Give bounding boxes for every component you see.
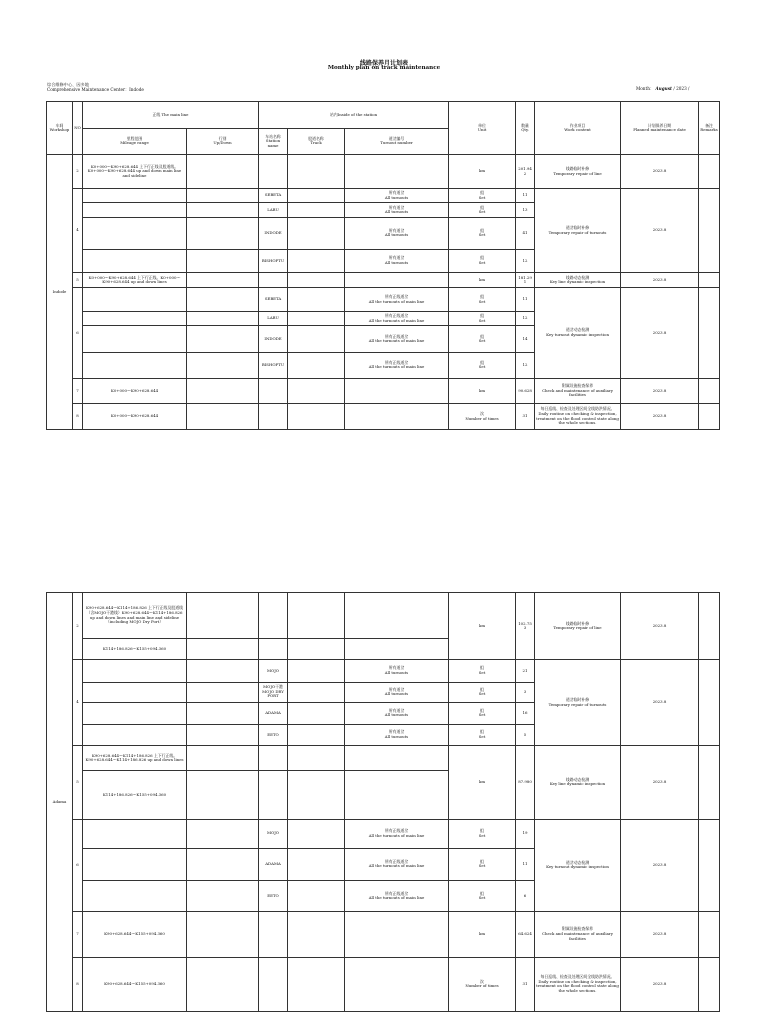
mileage-cell: K114+186.826～K155+094.360 <box>83 771 187 819</box>
qty-cell: 87.980 <box>516 746 535 820</box>
turnout-cell: 所有正线道岔 All the turnouts of main line <box>345 326 449 353</box>
qty-cell: 16 <box>516 702 535 724</box>
center-english: Comprehensive Maintenance Center：Indode <box>47 87 144 92</box>
col-unit: 单位 Unit <box>449 102 516 155</box>
mileage-cell: K0+000～K90+628.644 <box>83 404 187 430</box>
row-no: 7 <box>73 378 83 404</box>
unit-cell: 组 Set <box>449 217 516 249</box>
year-value: / 2023 / <box>673 86 690 91</box>
unit-cell: 组 Set <box>449 682 516 702</box>
qty-cell: 64.624 <box>516 912 535 957</box>
col-qty: 数量 Qty. <box>516 102 535 155</box>
row-no: 8 <box>73 404 83 430</box>
work-cell: 线路临时补修 Temporary repair of line <box>535 155 621 189</box>
col-track: 股道名称 Track <box>288 128 345 155</box>
col-remarks: 备注 Remarks <box>699 102 720 155</box>
date-cell: 2023.8 <box>621 593 699 660</box>
date-cell: 2023.8 <box>621 155 699 189</box>
title-chinese: 线路保养月计划表 <box>359 60 408 67</box>
turnout-cell: 所有道岔 All turnouts <box>345 203 449 217</box>
unit-cell: 组 Set <box>449 312 516 326</box>
station-cell: SEBETA <box>259 288 288 312</box>
qty-cell: 12 <box>516 312 535 326</box>
work-cell: 道岔临时补修 Temporary repair of turnouts <box>535 660 621 746</box>
col-no: NO <box>73 102 83 155</box>
turnout-cell: 所有正线道岔 All the turnouts of main line <box>345 881 449 912</box>
row-no: 4 <box>73 189 83 273</box>
station-cell: EETO <box>259 881 288 912</box>
unit-cell: km <box>449 378 516 404</box>
unit-cell: 组 Set <box>449 848 516 880</box>
row-no: 7 <box>73 912 83 957</box>
unit-cell: km <box>449 273 516 288</box>
row-no: 2 <box>73 155 83 189</box>
unit-cell: 组 Set <box>449 702 516 724</box>
qty-cell: 6 <box>516 881 535 912</box>
qty-cell: 21 <box>516 660 535 682</box>
unit-cell: 组 Set <box>449 326 516 353</box>
turnout-cell: 所有道岔 All turnouts <box>345 249 449 273</box>
unit-cell: 组 Set <box>449 353 516 379</box>
maintenance-table-adama <box>46 592 720 1012</box>
station-cell: EETO <box>259 724 288 745</box>
work-cell: 道岔动态检测 Key turnout dynamic inspection <box>535 288 621 378</box>
row-no: 6 <box>73 819 83 912</box>
station-cell: LABU <box>259 203 288 217</box>
station-cell: SEBETA <box>259 189 288 203</box>
qty-cell: 31 <box>516 404 535 430</box>
unit-cell: 组 Set <box>449 724 516 745</box>
turnout-cell: 所有道岔 All turnouts <box>345 724 449 745</box>
qty-cell: 14 <box>516 326 535 353</box>
turnout-cell: 所有道岔 All turnouts <box>345 660 449 682</box>
unit-cell: 次 Number of times <box>449 957 516 1011</box>
workshop-cell: Adama <box>47 593 73 1012</box>
qty-cell: 19 <box>516 819 535 848</box>
date-cell: 2023.8 <box>621 378 699 404</box>
station-cell: MOJO <box>259 660 288 682</box>
qty-cell: 12 <box>516 249 535 273</box>
work-cell: 道岔临时补修 Temporary repair of turnouts <box>535 189 621 273</box>
turnout-cell: 所有道岔 All turnouts <box>345 682 449 702</box>
col-updown: 行别 Up/Down <box>187 128 259 155</box>
station-cell: MOJO干港 MOJO DRY PORT <box>259 682 288 702</box>
row-no: 8 <box>73 957 83 1011</box>
row-no: 2 <box>73 593 83 660</box>
work-cell: 每日巡线、检查及处理区间全线防洪情况。 Daily routine on checking & inspection, treatment on the flood control state along the whole sections. <box>535 957 621 1011</box>
station-cell: LABU <box>259 312 288 326</box>
unit-cell: 组 Set <box>449 189 516 203</box>
date-cell: 2023.8 <box>621 746 699 820</box>
station-cell: INDODE <box>259 217 288 249</box>
col-station: 车站名称 Station name <box>259 128 288 155</box>
workshop-cell: Indode <box>47 155 73 430</box>
qty-cell: 102.753 <box>516 593 535 660</box>
turnout-cell: 所有道岔 All turnouts <box>345 702 449 724</box>
date-cell: 2023.8 <box>621 288 699 378</box>
col-work: 作业项目 Work content <box>535 102 621 155</box>
date-cell: 2023.8 <box>621 912 699 957</box>
unit-cell: 组 Set <box>449 819 516 848</box>
date-cell: 2023.8 <box>621 189 699 273</box>
unit-cell: 组 Set <box>449 660 516 682</box>
date-cell: 2023.8 <box>621 660 699 746</box>
row-no: 6 <box>73 288 83 378</box>
title-english: Monthly plan on track maintenance <box>327 65 441 71</box>
row-no: 4 <box>73 660 83 746</box>
month-value: August <box>655 86 672 91</box>
qty-cell: 11 <box>516 848 535 880</box>
turnout-cell: 所有正线道岔 All the turnouts of main line <box>345 848 449 880</box>
col-turnout: 道岔编号 Turnout number <box>345 128 449 155</box>
col-workshop: 车间 Workshop <box>47 102 73 155</box>
mileage-cell: K90+628.644～K155+094.360 <box>83 957 187 1011</box>
qty-cell: 201.942 <box>516 155 535 189</box>
maintenance-table-indode <box>46 101 720 430</box>
work-cell: 附属设施检查保养 Check and maintenance of auxiliary facilities <box>535 912 621 957</box>
qty-cell: 3 <box>516 682 535 702</box>
work-cell: 每日巡线、检查及处理区间全线防洪情况。 Daily routine on checking & inspection, treatment on the flood control state along the whole sections. <box>535 404 621 430</box>
qty-cell: 31 <box>516 957 535 1011</box>
unit-cell: km <box>449 912 516 957</box>
qty-cell: 11 <box>516 288 535 312</box>
date-cell: 2023.8 <box>621 819 699 912</box>
unit-cell: 次 Number of times <box>449 404 516 430</box>
unit-cell: km <box>449 155 516 189</box>
mileage-cell: K0+000～K90+628.644 <box>83 378 187 404</box>
mileage-cell: K90+628.644～K114+186.826 上下行正线及股道线（含MOJO干港线）K90+628.644～K114+186.826 up and down lines and main line and sideline（including MOJO Dry Port） <box>83 593 187 639</box>
station-cell: ADAMA <box>259 848 288 880</box>
turnout-cell: 所有正线道岔 All the turnouts of main line <box>345 288 449 312</box>
col-station-inside: 站内Inside of the station <box>259 102 449 129</box>
date-cell: 2023.8 <box>621 404 699 430</box>
mileage-cell: K0+000～K90+628.644 上下行正线。K0+000～K90+628.644 up and down lines <box>83 273 187 288</box>
qty-cell: 13 <box>516 203 535 217</box>
month-label: Month： <box>636 86 655 91</box>
work-cell: 线路临时补修 Temporary repair of line <box>535 593 621 660</box>
work-cell: 道岔动态检测 Key turnout dynamic inspection <box>535 819 621 912</box>
work-cell: 线路动态检测 Key line dynamic inspection <box>535 746 621 820</box>
turnout-cell: 所有道岔 All turnouts <box>345 217 449 249</box>
row-no: 5 <box>73 273 83 288</box>
mileage-cell: K0+000～K90+628.644 上下行正线及股道线。K0+000～K90+628.644 up and down main line and sideline <box>83 155 187 189</box>
station-cell: ADAMA <box>259 702 288 724</box>
turnout-cell: 所有正线道岔 All the turnouts of main line <box>345 353 449 379</box>
turnout-cell: 所有正线道岔 All the turnouts of main line <box>345 819 449 848</box>
qty-cell: 90.628 <box>516 378 535 404</box>
col-date: 计划保养日期 Planned maintenance date <box>621 102 699 155</box>
turnout-cell: 所有正线道岔 All the turnouts of main line <box>345 312 449 326</box>
qty-cell: 181.291 <box>516 273 535 288</box>
unit-cell: 组 Set <box>449 288 516 312</box>
station-cell: INDODE <box>259 326 288 353</box>
qty-cell: 11 <box>516 189 535 203</box>
work-cell: 线路动态检测 Key line dynamic inspection <box>535 273 621 288</box>
mileage-cell: K90+628.644～K155+094.360 <box>83 912 187 957</box>
qty-cell: 5 <box>516 724 535 745</box>
mileage-cell: K90+628.644～K114+186.826 上下行正线。K90+628.644～K114+186.826 up and down lines <box>83 746 187 771</box>
date-cell: 2023.8 <box>621 273 699 288</box>
turnout-cell: 所有道岔 All turnouts <box>345 189 449 203</box>
center-chinese: 综合维修中心、因多地 <box>47 82 89 87</box>
month-field <box>636 86 689 92</box>
col-mileage: 里程范围 Mileage range <box>83 128 187 155</box>
unit-cell: km <box>449 746 516 820</box>
row-no: 5 <box>73 746 83 820</box>
work-cell: 附属设施检查保养 Check and maintenance of auxiliary facilities <box>535 378 621 404</box>
station-cell: MOJO <box>259 819 288 848</box>
col-main-line: 正线 The main line <box>83 102 259 129</box>
unit-cell: 组 Set <box>449 881 516 912</box>
unit-cell: 组 Set <box>449 203 516 217</box>
mileage-cell: K114+186.826～K155+094.360 <box>83 639 187 660</box>
date-cell: 2023.8 <box>621 957 699 1011</box>
station-cell: BISHOFTU <box>259 249 288 273</box>
station-cell: BISHOFTU <box>259 353 288 379</box>
qty-cell: 41 <box>516 217 535 249</box>
unit-cell: 组 Set <box>449 249 516 273</box>
unit-cell: km <box>449 593 516 660</box>
qty-cell: 12 <box>516 353 535 379</box>
